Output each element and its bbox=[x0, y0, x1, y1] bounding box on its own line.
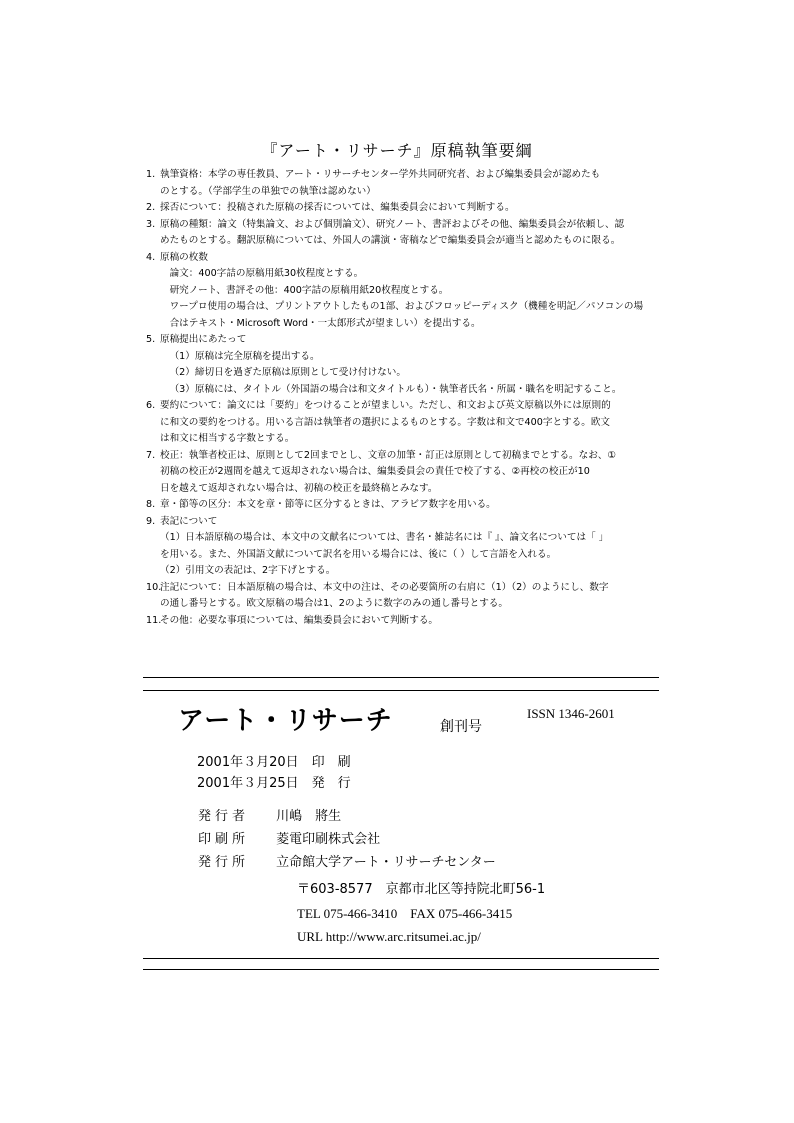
guideline-line: 論文：400字詰の原稿用紙30枚程度とする。 bbox=[169, 268, 364, 279]
guideline-number: 9. bbox=[146, 515, 156, 527]
publisher-row bbox=[198, 805, 496, 828]
guideline-item bbox=[146, 167, 666, 200]
guideline-line: （1）原稿は完全原稿を提出する。 bbox=[169, 350, 320, 362]
dates bbox=[197, 752, 351, 794]
publication-info bbox=[198, 805, 496, 874]
guideline-number: 4. bbox=[146, 251, 156, 263]
guideline-line: 表記について bbox=[160, 515, 218, 527]
guideline-item bbox=[146, 332, 666, 398]
journal-title: アート・リサーチ bbox=[178, 706, 393, 736]
published-date: 2001年３月25日 発 行 bbox=[197, 776, 351, 791]
postal-address: 〒603-8577 京都市北区等持院北町56-1 bbox=[297, 882, 546, 897]
guideline-number: 5. bbox=[146, 334, 156, 345]
guideline-item bbox=[146, 398, 666, 448]
guideline-line: その他：必要な事項については、編集委員会において判断する。 bbox=[160, 614, 439, 626]
guideline-line: ワープロ使用の場合は、プリントアウトしたもの1部、およびフロッピーディスク（機種を明記／パソコンの場 bbox=[169, 301, 644, 312]
contact-block bbox=[297, 878, 545, 949]
guidelines-list bbox=[146, 167, 666, 629]
guideline-number: 7. bbox=[146, 449, 156, 461]
guideline-line: 執筆資格：本学の専任教員、アート・リサーチセンター学外共同研究者、および編集委員会が認めたも bbox=[160, 169, 601, 180]
issn: ISSN 1346-2601 bbox=[527, 706, 615, 721]
guideline-number: 3. bbox=[146, 218, 156, 230]
website-url[interactable]: URL http://www.arc.ritsumei.ac.jp/ bbox=[297, 929, 481, 944]
guideline-number: 8. bbox=[146, 499, 156, 510]
guideline-number: 2. bbox=[146, 202, 156, 213]
guideline-line: を用いる。また、外国語文献について訳名を用いる場合には、後に（ ）して言語を入れる。 bbox=[160, 548, 557, 560]
office-name: 立命館大学アート・リサーチセンター bbox=[276, 855, 496, 870]
printer-name: 菱電印刷株式会社 bbox=[276, 832, 381, 847]
guideline-line: 校正：執筆者校正は、原則として2回までとし、文章の加筆・訂正は原則として初稿までとする。なお、① bbox=[160, 449, 617, 461]
guideline-item bbox=[146, 514, 666, 580]
guideline-item bbox=[146, 497, 666, 514]
guideline-line: 研究ノート、書評その他：400字詰の原稿用紙20枚程度とする。 bbox=[169, 284, 449, 296]
guideline-line: 初稿の校正が2週間を越えて返却されない場合は、編集委員会の責任で校了する、②再校の校正が10 bbox=[160, 466, 590, 477]
guideline-line: 原稿の種類：論文（特集論文、および個別論文）、研究ノート、書評およびその他、編集委員会が依頼し、認 bbox=[160, 218, 625, 230]
guideline-line: （1）日本語原稿の場合は、本文中の文献名については、書名・雑誌名には『 』、論文名については「 」 bbox=[160, 532, 609, 543]
guideline-line: のとする。（学部学生の単独での執筆は認めない） bbox=[160, 185, 376, 197]
guideline-line: に和文の要約をつける。用いる言語は執筆者の選択によるものとする。字数は和文で400字とする。欧文 bbox=[160, 416, 611, 428]
guideline-line: は和文に相当する字数とする。 bbox=[160, 433, 295, 444]
guideline-number: 10. bbox=[146, 581, 162, 593]
guideline-line: （2）締切日を過ぎた原稿は原則として受け付けない。 bbox=[169, 367, 406, 378]
guideline-item bbox=[146, 200, 666, 217]
guideline-line: 要約について：論文には「要約」をつけることが望ましい。ただし、和文および英文原稿以外には原則的 bbox=[160, 400, 611, 411]
printed-date: 2001年３月20日 印 刷 bbox=[197, 755, 351, 770]
printer-label: 印刷所 bbox=[198, 832, 250, 847]
guideline-item bbox=[146, 580, 666, 613]
divider-top-2 bbox=[143, 690, 659, 691]
publisher-label: 発行者 bbox=[198, 809, 250, 824]
guideline-line: 採否について：投稿された原稿の採否については、編集委員会において判断する。 bbox=[160, 202, 515, 213]
guideline-line: 原稿提出にあたって bbox=[160, 334, 247, 345]
divider-bottom-1 bbox=[143, 958, 659, 959]
guideline-line: （2）引用文の表記は、2字下げとする。 bbox=[160, 565, 336, 576]
office-label: 発行所 bbox=[198, 855, 250, 870]
guideline-number: 1. bbox=[146, 169, 156, 180]
divider-bottom-2 bbox=[143, 969, 659, 970]
issue-label: 創刊号 bbox=[440, 719, 482, 735]
guideline-line: 章・節等の区分：本文を章・節等に区分するときは、アラビア数字を用いる。 bbox=[160, 499, 496, 510]
tel-fax: TEL 075-466-3410 FAX 075-466-3415 bbox=[297, 905, 513, 921]
guideline-number: 11. bbox=[146, 614, 162, 626]
page-title: 『アート・リサーチ』原稿執筆要綱 bbox=[261, 141, 533, 160]
guideline-line: めたものとする。翻訳原稿については、外国人の講演・寄稿などで編集委員会が適当と認めたものに限る。 bbox=[160, 235, 621, 246]
guideline-item bbox=[146, 250, 666, 333]
guideline-line: の通し番号とする。欧文原稿の場合は1、2のように数字のみの通し番号とする。 bbox=[160, 598, 508, 609]
guideline-item bbox=[146, 613, 666, 630]
guideline-line: 合はテキスト・Microsoft Word・一太郎形式が望ましい）を提出する。 bbox=[169, 317, 481, 329]
guideline-number: 6. bbox=[146, 400, 156, 411]
guideline-item bbox=[146, 448, 666, 498]
guideline-line: 原稿の枚数 bbox=[160, 251, 208, 263]
publisher-name: 川嶋 將生 bbox=[276, 809, 342, 824]
printer-row bbox=[198, 828, 496, 851]
guideline-line: 注記について：日本語原稿の場合は、本文中の注は、その必要箇所の右肩に（1）（2）のようにし、数字 bbox=[160, 581, 609, 593]
divider-top-1 bbox=[143, 677, 659, 678]
guideline-item bbox=[146, 217, 666, 250]
guideline-line: （3）原稿には、タイトル（外国語の場合は和文タイトルも）・執筆者氏名・所属・職名を明記すること。 bbox=[169, 383, 622, 395]
office-row bbox=[198, 851, 496, 874]
guideline-line: 日を越えて返却されない場合は、初稿の校正を最終稿とみなす。 bbox=[160, 482, 438, 494]
